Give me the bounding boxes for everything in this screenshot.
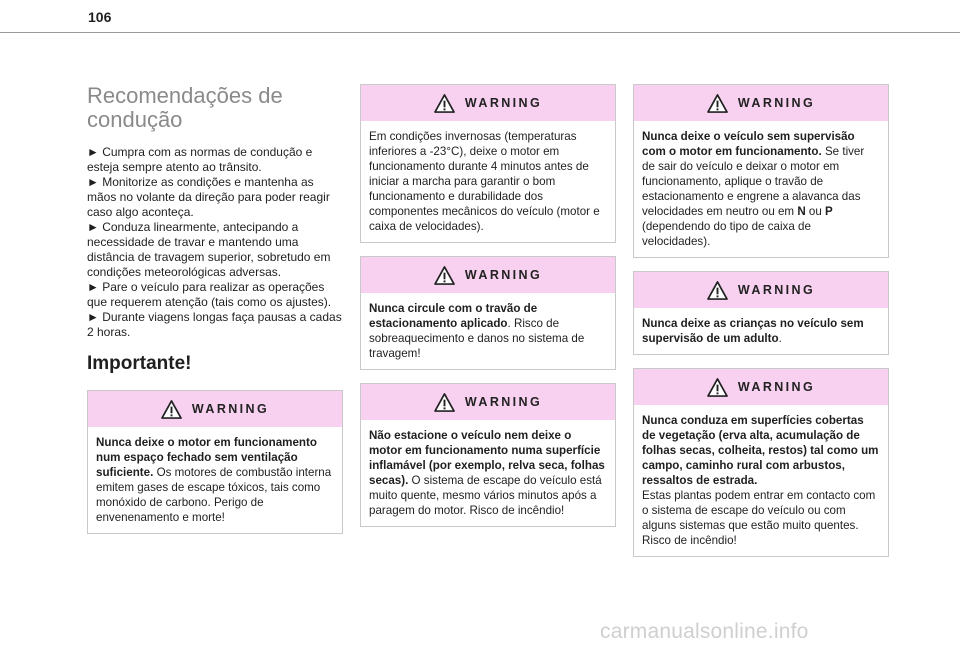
warning-text bbox=[634, 121, 888, 257]
warning-detail: Se tiver de sair do veículo e deixar o motor em funcionamento, aplique o travão de estacionamento e engrene a alavanca das velocidades em neutro ou em bbox=[642, 145, 865, 218]
warning-text bbox=[634, 405, 888, 556]
warning-triangle-icon bbox=[707, 378, 728, 397]
warning-emphasis: Nunca deixe o veículo sem supervisão com o motor em funcionamento. bbox=[642, 130, 855, 158]
warning-triangle-icon bbox=[434, 94, 455, 113]
warning-triangle-icon bbox=[707, 94, 728, 113]
warning-box-unattended-vehicle bbox=[633, 84, 889, 258]
warning-header bbox=[361, 384, 615, 420]
section-title bbox=[87, 84, 343, 132]
warning-triangle-icon bbox=[434, 266, 455, 285]
warning-detail: Os motores de combustão interna emitem gases de escape tóxicos, tais como monóxido de carbono. Perigo de envenenamento e morte! bbox=[96, 466, 332, 524]
gear-neutral: N bbox=[797, 205, 806, 218]
warning-box-children bbox=[633, 271, 889, 355]
warning-box-parking-brake bbox=[360, 256, 616, 370]
warning-box-flammable-surface bbox=[360, 383, 616, 527]
header-divider bbox=[0, 32, 960, 33]
warning-detail: O sistema de escape do veículo está muito quente, mesmo vários minutos após a paragem do motor. Risco de incêndio! bbox=[369, 474, 602, 517]
warning-detail: (dependendo do tipo de caixa de velocidades). bbox=[642, 220, 811, 248]
list-item: ► Pare o veículo para realizar as operações que requerem atenção (tais como os ajustes). bbox=[87, 280, 332, 309]
warning-header bbox=[88, 391, 342, 427]
warning-emphasis: Não estacione o veículo nem deixe o motor em funcionamento numa superfície inflamável (por exemplo, relva seca, folhas secas). bbox=[369, 429, 605, 487]
warning-header bbox=[361, 257, 615, 293]
watermark: carmanualsonline.info bbox=[600, 620, 809, 643]
warning-detail: . Risco de sobreaquecimento e danos no sistema de travagem! bbox=[369, 317, 585, 360]
warning-text bbox=[88, 427, 342, 533]
warning-detail: Estas plantas podem entrar em contacto com o sistema de escape do veículo ou com alguns sistemas que estão muito quentes. Risco de incêndio! bbox=[642, 489, 876, 547]
warning-detail: . bbox=[778, 332, 782, 345]
warning-triangle-icon bbox=[434, 393, 455, 412]
column-middle bbox=[360, 84, 616, 540]
warning-title: WARNING bbox=[464, 96, 543, 110]
warning-header bbox=[634, 369, 888, 405]
column-right bbox=[633, 84, 889, 570]
warning-title: WARNING bbox=[737, 283, 816, 297]
warning-title: WARNING bbox=[464, 395, 543, 409]
recommendation-list bbox=[87, 145, 343, 340]
warning-text: Em condições invernosas (temperaturas inferiores a -23°C), deixe o motor em funcionamento durante 4 minutos antes de iniciar a marcha para garantir o bom funcionamento e durabilidade dos componentes mecânicos do veículo (motor e caixa de velocidades). bbox=[369, 130, 600, 233]
warning-title: WARNING bbox=[737, 96, 816, 110]
list-item: ► Durante viagens longas faça pausas a cadas 2 horas. bbox=[87, 310, 342, 339]
section-title-line-1: Recomendações de bbox=[87, 83, 283, 108]
warning-title: WARNING bbox=[191, 402, 270, 416]
warning-text bbox=[634, 308, 888, 354]
warning-header bbox=[634, 272, 888, 308]
warning-emphasis: Nunca deixe o motor em funcionamento num espaço fechado sem ventilação suficiente. bbox=[96, 436, 317, 479]
column-left bbox=[87, 84, 343, 547]
warning-triangle-icon bbox=[161, 400, 182, 419]
warning-emphasis: Nunca deixe as crianças no veículo sem supervisão de um adulto bbox=[642, 317, 864, 345]
warning-detail: ou bbox=[805, 205, 826, 218]
warning-box-closed-space bbox=[87, 390, 343, 534]
warning-title: WARNING bbox=[464, 268, 543, 282]
warning-header bbox=[361, 85, 615, 121]
warning-box-winter bbox=[360, 84, 616, 243]
warning-text bbox=[361, 420, 615, 526]
warning-triangle-icon bbox=[707, 281, 728, 300]
list-item: ► Conduza linearmente, antecipando a necessidade de travar e mantendo uma distância de travagem superior, sobretudo em condições meteorológicas adversas. bbox=[87, 220, 331, 279]
warning-emphasis: Nunca circule com o travão de estacionamento aplicado bbox=[369, 302, 538, 330]
warning-header bbox=[634, 85, 888, 121]
list-item: ► Monitorize as condições e mantenha as mãos no volante da direção para poder reagir caso algo aconteça. bbox=[87, 175, 330, 219]
section-title-line-2: condução bbox=[87, 107, 183, 132]
important-heading: Importante! bbox=[87, 353, 192, 374]
warning-text bbox=[361, 293, 615, 369]
warning-title: WARNING bbox=[737, 380, 816, 394]
warning-emphasis: Nunca conduza em superfícies cobertas de vegetação (erva alta, acumulação de folhas secas, colheita, restos) tal como um campo, caminho rural com arbustos, ressaltos de estrada. bbox=[642, 414, 879, 487]
gear-park: P bbox=[825, 205, 833, 218]
list-item: ► Cumpra com as normas de condução e esteja sempre atento ao trânsito. bbox=[87, 145, 313, 174]
warning-box-vegetation bbox=[633, 368, 889, 557]
page-number: 106 bbox=[88, 9, 112, 25]
